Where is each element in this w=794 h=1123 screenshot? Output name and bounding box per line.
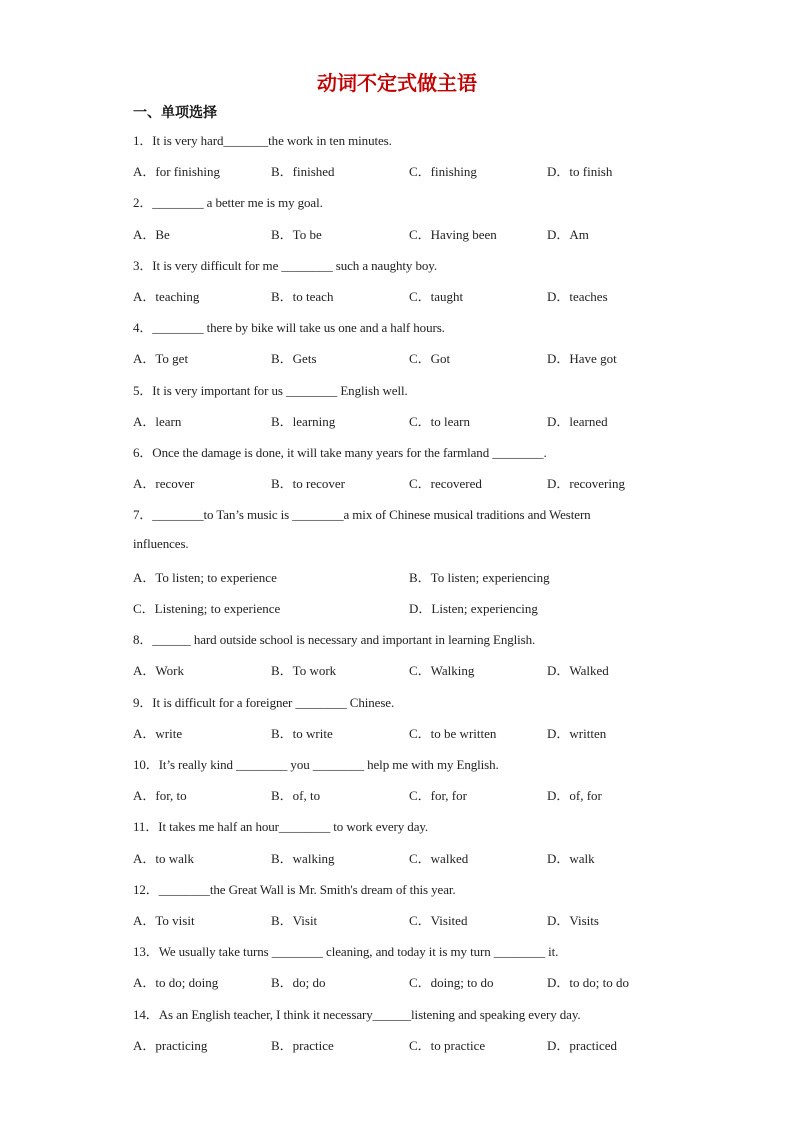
options-row — [133, 598, 693, 616]
option-b[interactable]: B．of, to — [271, 788, 321, 803]
options-row — [133, 348, 693, 366]
question-stem: 9．It is difficult for a foreigner ________ Chinese. — [133, 695, 395, 710]
option-b[interactable]: B．To work — [271, 663, 337, 678]
option-a[interactable]: A．To get — [133, 351, 189, 366]
option-b[interactable]: B．learning — [271, 414, 336, 429]
option-b[interactable]: B．to recover — [271, 476, 346, 491]
question-stem: 11．It takes me half an hour________ to work every day. — [133, 819, 429, 834]
option-c[interactable]: C．to be written — [409, 726, 497, 741]
option-b[interactable]: B．finished — [271, 164, 335, 179]
option-c[interactable]: C．Visited — [409, 913, 468, 928]
option-a[interactable]: A．for, to — [133, 788, 187, 803]
option-c[interactable]: C．Having been — [409, 227, 497, 242]
option-b[interactable]: B．to teach — [271, 289, 334, 304]
options-row — [133, 972, 693, 990]
option-c[interactable]: C．finishing — [409, 164, 477, 179]
option-a[interactable]: A．To visit — [133, 913, 195, 928]
options-row — [133, 910, 693, 928]
question-stem: 13．We usually take turns ________ cleaning, and today it is my turn ________ it. — [133, 944, 559, 959]
option-a[interactable]: A．To listen; to experience — [133, 570, 277, 585]
options-row — [133, 785, 693, 803]
question-stem: 12．________the Great Wall is Mr. Smith's dream of this year. — [133, 882, 456, 897]
option-c[interactable]: C．to learn — [409, 414, 471, 429]
options-row — [133, 567, 693, 585]
options-row — [133, 161, 693, 179]
options-row — [133, 660, 693, 678]
question-stem: 7．________to Tan’s music is ________a mix of Chinese musical traditions and Western — [133, 507, 591, 522]
section-heading: 一、单项选择 — [133, 105, 217, 121]
option-d[interactable]: D．Listen; experiencing — [409, 601, 538, 616]
question-stem: 5．It is very important for us ________ English well. — [133, 383, 408, 398]
question-stem: 4．________ there by bike will take us one and a half hours. — [133, 320, 445, 335]
option-d[interactable]: D．walk — [547, 851, 595, 866]
option-d[interactable]: D．Visits — [547, 913, 599, 928]
option-b[interactable]: B．do; do — [271, 975, 326, 990]
option-a[interactable]: A．recover — [133, 476, 195, 491]
option-d[interactable]: D．practiced — [547, 1038, 618, 1053]
option-d[interactable]: D．written — [547, 726, 607, 741]
option-c[interactable]: C．recovered — [409, 476, 482, 491]
option-a[interactable]: A．write — [133, 726, 183, 741]
option-c[interactable]: C．to practice — [409, 1038, 486, 1053]
options-row — [133, 473, 693, 491]
option-c[interactable]: C．doing; to do — [409, 975, 494, 990]
option-c[interactable]: C．walked — [409, 851, 469, 866]
page-title: 动词不定式做主语 — [317, 71, 477, 95]
option-c[interactable]: C．taught — [409, 289, 464, 304]
question-stem: 1．It is very hard_______the work in ten minutes. — [133, 133, 392, 148]
option-a[interactable]: A．to walk — [133, 851, 195, 866]
option-a[interactable]: A．to do; doing — [133, 975, 219, 990]
option-a[interactable]: A．Be — [133, 227, 170, 242]
option-b[interactable]: B．to write — [271, 726, 333, 741]
options-row — [133, 224, 693, 242]
option-a[interactable]: A．learn — [133, 414, 182, 429]
option-b[interactable]: B．practice — [271, 1038, 334, 1053]
option-d[interactable]: D．of, for — [547, 788, 602, 803]
option-c[interactable]: C．Got — [409, 351, 451, 366]
option-b[interactable]: B．walking — [271, 851, 335, 866]
question-stem: 10．It’s really kind ________ you ________ help me with my English. — [133, 757, 499, 772]
options-row — [133, 286, 693, 304]
question-stem-continued: influences. — [133, 536, 189, 551]
option-d[interactable]: D．recovering — [547, 476, 625, 491]
options-row — [133, 411, 693, 429]
option-d[interactable]: D．Am — [547, 227, 589, 242]
question-stem: 6．Once the damage is done, it will take many years for the farmland ________. — [133, 445, 547, 460]
option-d[interactable]: D．to do; to do — [547, 975, 629, 990]
options-row — [133, 723, 693, 741]
option-a[interactable]: A．for finishing — [133, 164, 221, 179]
option-b[interactable]: B．To be — [271, 227, 322, 242]
question-stem: 2．________ a better me is my goal. — [133, 195, 323, 210]
option-c[interactable]: C．Walking — [409, 663, 475, 678]
question-stem: 14．As an English teacher, I think it necessary______listening and speaking every day. — [133, 1007, 581, 1022]
option-c[interactable]: C．for, for — [409, 788, 467, 803]
question-stem: 3．It is very difficult for me ________ such a naughty boy. — [133, 258, 437, 273]
option-c[interactable]: C．Listening; to experience — [133, 601, 281, 616]
option-a[interactable]: A．teaching — [133, 289, 200, 304]
option-b[interactable]: B．Visit — [271, 913, 318, 928]
options-row — [133, 1035, 693, 1053]
option-d[interactable]: D．Walked — [547, 663, 609, 678]
option-d[interactable]: D．teaches — [547, 289, 608, 304]
option-a[interactable]: A．Work — [133, 663, 184, 678]
option-b[interactable]: B．To listen; experiencing — [409, 570, 550, 585]
option-d[interactable]: D．learned — [547, 414, 608, 429]
option-b[interactable]: B．Gets — [271, 351, 317, 366]
option-a[interactable]: A．practicing — [133, 1038, 208, 1053]
options-row — [133, 848, 693, 866]
option-d[interactable]: D．to finish — [547, 164, 613, 179]
option-d[interactable]: D．Have got — [547, 351, 617, 366]
question-stem: 8．______ hard outside school is necessary and important in learning English. — [133, 632, 536, 647]
